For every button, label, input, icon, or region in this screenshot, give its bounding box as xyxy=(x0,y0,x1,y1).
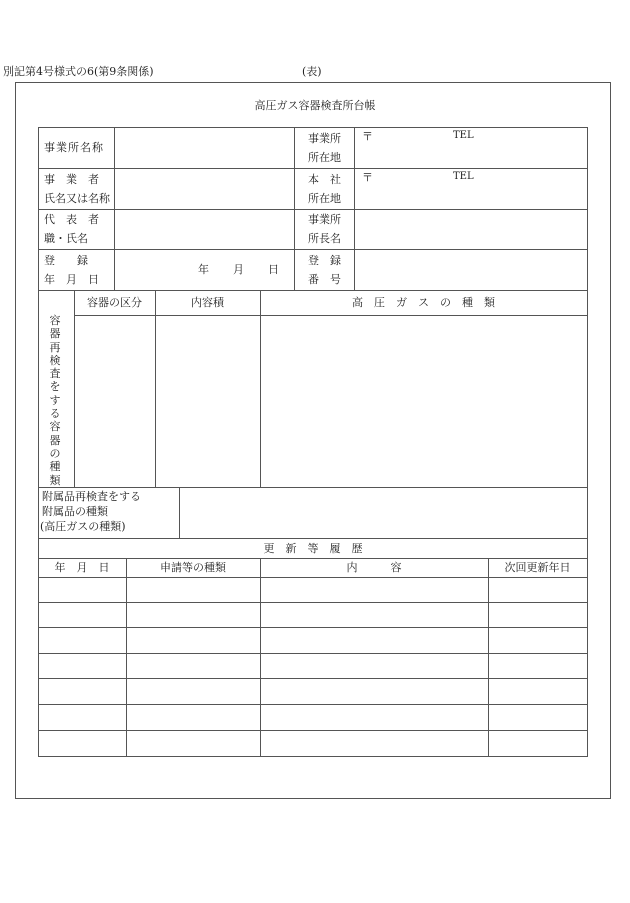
date-year: 年 xyxy=(198,263,209,276)
accessory-label-2: 附属品の種類 xyxy=(42,505,108,518)
registration-date-label-1: 登 録 xyxy=(44,254,88,267)
history-content-header: 内 容 xyxy=(346,561,402,574)
accessory-label-3: (高圧ガスの種類) xyxy=(40,520,126,533)
container-types-vertical-label: 容器再検査をする容器の種類 xyxy=(49,314,61,487)
registration-number-label-2: 番 号 xyxy=(308,273,341,286)
history-next-update-header: 次回更新年日 xyxy=(504,561,571,574)
postal-mark-1: 〒 xyxy=(362,130,373,143)
representative-label-2: 職・氏名 xyxy=(44,232,88,245)
date-month: 月 xyxy=(233,263,244,276)
history-date-header: 年 月 日 xyxy=(54,561,110,574)
manager-label-1: 事業所 xyxy=(308,213,341,226)
gas-type-header: 高 圧 ガ ス の 種 類 xyxy=(352,296,495,309)
postal-mark-2: 〒 xyxy=(362,171,373,184)
tel-label-1: TEL xyxy=(453,130,474,141)
date-day: 日 xyxy=(268,263,279,276)
form-frame xyxy=(15,82,611,799)
registration-number-label-1: 登 録 xyxy=(308,254,341,267)
volume-header: 内容積 xyxy=(191,296,224,309)
office-name-label: 事業所名称 xyxy=(44,141,104,154)
representative-label-1: 代 表 者 xyxy=(44,213,99,226)
business-label-2: 氏名又は名称 xyxy=(44,192,110,205)
hq-label-2: 所在地 xyxy=(308,192,341,205)
side-indicator: (表) xyxy=(302,65,322,78)
registration-date-label-2: 年 月 日 xyxy=(44,273,99,286)
business-label-1: 事 業 者 xyxy=(44,173,99,186)
tel-label-2: TEL xyxy=(453,171,474,182)
history-kind-header: 申請等の種類 xyxy=(160,561,226,574)
history-title: 更 新 等 履 歴 xyxy=(263,542,363,555)
office-location-label-2: 所在地 xyxy=(308,151,341,164)
container-class-header: 容器の区分 xyxy=(87,296,142,309)
form-title: 高圧ガス容器検査所台帳 xyxy=(254,99,376,112)
accessory-label-1: 附属品再検査をする xyxy=(42,490,141,503)
manager-label-2: 所長名 xyxy=(308,232,341,245)
form-reference: 別記第4号様式の6(第9条関係) xyxy=(3,65,154,78)
office-location-label-1: 事業所 xyxy=(308,132,341,145)
hq-label-1: 本 社 xyxy=(308,173,341,186)
